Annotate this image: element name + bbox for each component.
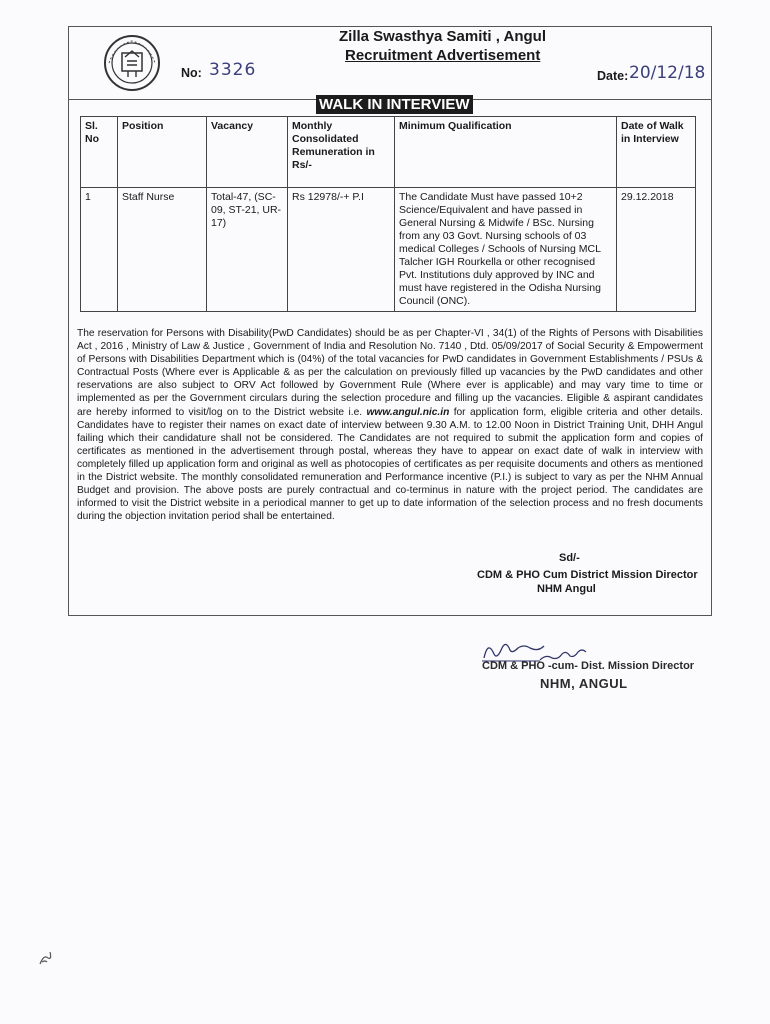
- column-header-remuneration: Monthly Consolidated Remuneration in Rs/-: [288, 117, 395, 188]
- walk-in-interview-banner: WALK IN INTERVIEW: [316, 95, 473, 114]
- body-text-part1: The reservation for Persons with Disability(PwD Candidates) should be as per Chapter-VI , 34(1) of the Rights of Persons with Disabilities Act , 2016 , Ministry of Law & Justice , Government of India and Resolution No. 7140 , Dtd. 05/09/2017 of Social Security & Empowerment of Persons with Disabilities Department which is (04%) of the total vacancies for PwD candidates in Government Establishments / PSUs & Contractual Posts (Where ever is Applicable & as per the calculation on previously filled up vacancies by the PwD candidates and other reservations are also subject to ORV Act followed by Government Rule (Where ever is applicable) and may vary time to time or implemented as per the Government circulars during the selection procedure and filling up the vacancies. Eligible & aspirant candidates are hereby informed to visit/log on to the District website i.e.: [77, 328, 703, 418]
- header-section: [69, 27, 711, 100]
- document-subtitle: Recruitment Advertisement: [345, 47, 541, 64]
- column-header-position: Position: [118, 117, 207, 188]
- cell-sl-no: 1: [81, 188, 118, 312]
- reference-number-value: 3326: [209, 60, 257, 80]
- margin-mark-icon: [36, 948, 56, 968]
- column-header-vacancy: Vacancy: [207, 117, 288, 188]
- emblem-logo: [101, 33, 163, 93]
- cell-interview-date: 29.12.2018: [617, 188, 696, 312]
- cell-qualification: The Candidate Must have passed 10+2 Science/Equivalent and have passed in General Nursing & Midwife / BSc. Nursing from any 03 Govt. Nursing schools of 03 medical Colleges / Schools of Nursing MCL Talcher IGH Rourkella or other recognised Pvt. Institutions duly approved by INC and must have registered in the Odisha Nursing Council (ONC).: [395, 188, 617, 312]
- vacancy-table: [80, 116, 696, 312]
- signatory-designation: CDM & PHO Cum District Mission Director: [477, 569, 698, 581]
- column-header-sl-no: Sl. No: [81, 117, 118, 188]
- column-header-qualification: Minimum Qualification: [395, 117, 617, 188]
- table-row: [81, 188, 696, 312]
- cell-remuneration: Rs 12978/-+ P.I: [288, 188, 395, 312]
- district-website-link[interactable]: www.angul.nic.in: [366, 406, 450, 418]
- reference-number-label: No:: [181, 66, 202, 80]
- signatory-office: NHM Angul: [537, 583, 596, 595]
- column-header-interview-date: Date of Walk in Interview: [617, 117, 696, 188]
- notice-body-paragraph: [77, 327, 703, 523]
- advertisement-frame: [68, 26, 712, 616]
- signature-sd: Sd/-: [559, 552, 580, 564]
- official-stamp-office: NHM, ANGUL: [540, 676, 628, 691]
- cell-vacancy: Total-47, (SC-09, ST-21, UR-17): [207, 188, 288, 312]
- date-label: Date:: [597, 69, 629, 83]
- official-stamp-designation: CDM & PHO -cum- Dist. Mission Director: [482, 660, 695, 672]
- body-text-part2: for application form, eligible criteria and other details. Candidates have to register their names on exact date of interview between 9.30 A.M. to 12.00 Noon in District Training Unit, DHH Angul failing which their candidature shall not be considered. The Candidates are not required to submit the application form and copies of certificates as mentioned in the advertisement through postal, whereas they have to appear on exact date of walk in interview with completely filled up application form and original as well as photocopies of certificates as per requisite documents and others as mentioned in the District website. The monthly consolidated remuneration and Performance incentive (P.I.) is subject to vary as per the NHM Annual Budget and provision. The above posts are purely contractual and co-terminus in nature with the project period. The candidates are informed to visit the District website in a periodical manner to get up to date information of the selection process and no fresh documents during the objection invitation period shall be entertained.: [77, 406, 703, 523]
- date-value: 20/12/18: [629, 63, 706, 83]
- organization-title: Zilla Swasthya Samiti , Angul: [339, 28, 546, 45]
- cell-position: Staff Nurse: [118, 188, 207, 312]
- table-header-row: [81, 117, 696, 188]
